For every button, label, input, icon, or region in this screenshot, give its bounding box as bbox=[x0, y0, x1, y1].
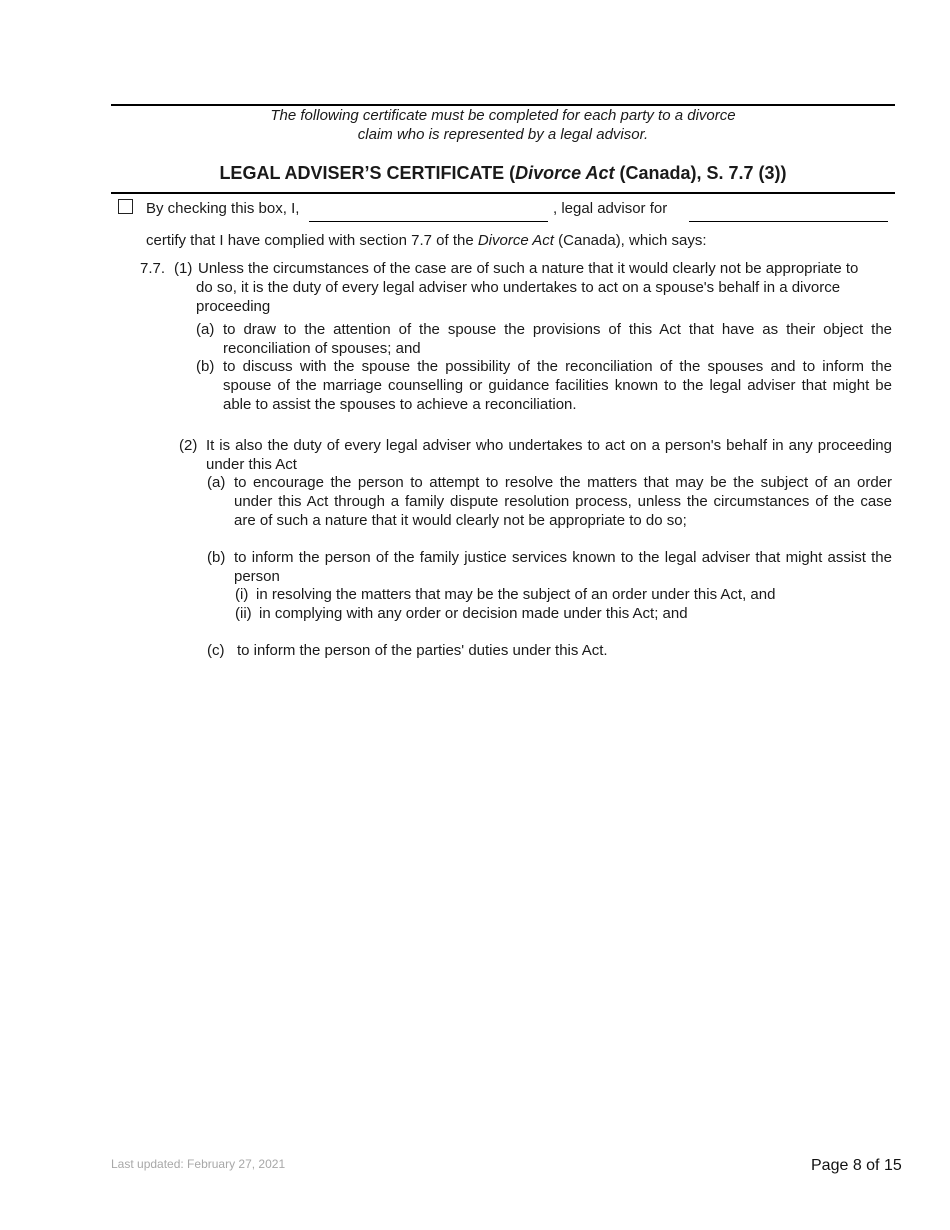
subsection-2-text: It is also the duty of every legal adviser who undertakes to act on a person's behalf in any proceeding under this Act bbox=[206, 437, 892, 473]
subsection-1-first-line: Unless the circumstances of the case are of such a nature that it would clearly not be appropriate to bbox=[198, 260, 859, 277]
subsection-2-c-label: (c) bbox=[207, 642, 225, 659]
subsection-2-label: (2) bbox=[179, 437, 198, 454]
subsection-2-b-ii-text: in complying with any order or decision made under this Act; and bbox=[259, 605, 688, 622]
subsection-1-a-text: to draw to the attention of the spouse the provisions of this Act that have as their object the reconciliation of spouses; and bbox=[223, 321, 892, 357]
section-number: 7.7. bbox=[140, 260, 166, 277]
subsection-2-b-ii-label: (ii) bbox=[235, 605, 252, 622]
adviser-name-field[interactable] bbox=[309, 202, 548, 222]
title-suffix: (Canada), S. 7.7 (3)) bbox=[614, 163, 787, 183]
certify-checkbox[interactable] bbox=[118, 199, 133, 214]
checkbox-label: By checking this box, I, bbox=[146, 200, 300, 217]
subsection-2-a-text: to encourage the person to attempt to resolve the matters that may be the subject of an order under this Act through a family dispute resolution process, unless the circumstances of the case are of such a nature that it would clearly not be appropriate to do so; bbox=[234, 474, 892, 529]
subsection-1-a-label: (a) bbox=[196, 321, 215, 338]
subsection-2-c-text: to inform the person of the parties' duties under this Act. bbox=[237, 642, 608, 659]
intro-note bbox=[111, 106, 895, 144]
certify-statement bbox=[146, 231, 707, 250]
subsection-1-b-text: to discuss with the spouse the possibility of the reconciliation of the spouses and to inform the spouse of the marriage counselling or guidance facilities known to the legal adviser that might be able to assist the spouses to achieve a reconciliation. bbox=[223, 358, 892, 413]
subsection-2-b-i-text: in resolving the matters that may be the subject of an order under this Act, and bbox=[256, 586, 776, 603]
certificate-title bbox=[111, 161, 895, 185]
subsection-2-b-text: to inform the person of the family justice services known to the legal adviser that might assist the person bbox=[234, 549, 892, 585]
subsection-1-text: do so, it is the duty of every legal adviser who undertakes to act on a spouse's behalf in a divorce proceeding bbox=[196, 279, 841, 315]
certify-act: Divorce Act bbox=[477, 232, 554, 249]
subsection-2-b-label: (b) bbox=[207, 549, 226, 566]
page-number: Page 8 of 15 bbox=[811, 1157, 902, 1174]
subsection-2-a-label: (a) bbox=[207, 474, 226, 491]
intro-line-2: claim who is represented by a legal advisor. bbox=[357, 126, 649, 143]
last-updated: Last updated: February 27, 2021 bbox=[111, 1157, 286, 1171]
intro-line-1: The following certificate must be completed for each party to a divorce bbox=[270, 107, 736, 124]
title-prefix: LEGAL ADVISER’S CERTIFICATE ( bbox=[219, 163, 516, 183]
party-name-field[interactable] bbox=[689, 202, 888, 222]
title-divider bbox=[111, 192, 895, 194]
title-act: Divorce Act bbox=[515, 163, 615, 183]
certify-suffix: (Canada), which says: bbox=[553, 232, 707, 249]
subsection-1-label: (1) bbox=[174, 260, 193, 277]
certify-prefix: certify that I have complied with section 7.7 of the bbox=[146, 232, 478, 249]
subsection-2-b-i-label: (i) bbox=[235, 586, 249, 603]
subsection-1-b-label: (b) bbox=[196, 358, 215, 375]
legal-advisor-for-label: , legal advisor for bbox=[553, 200, 668, 217]
